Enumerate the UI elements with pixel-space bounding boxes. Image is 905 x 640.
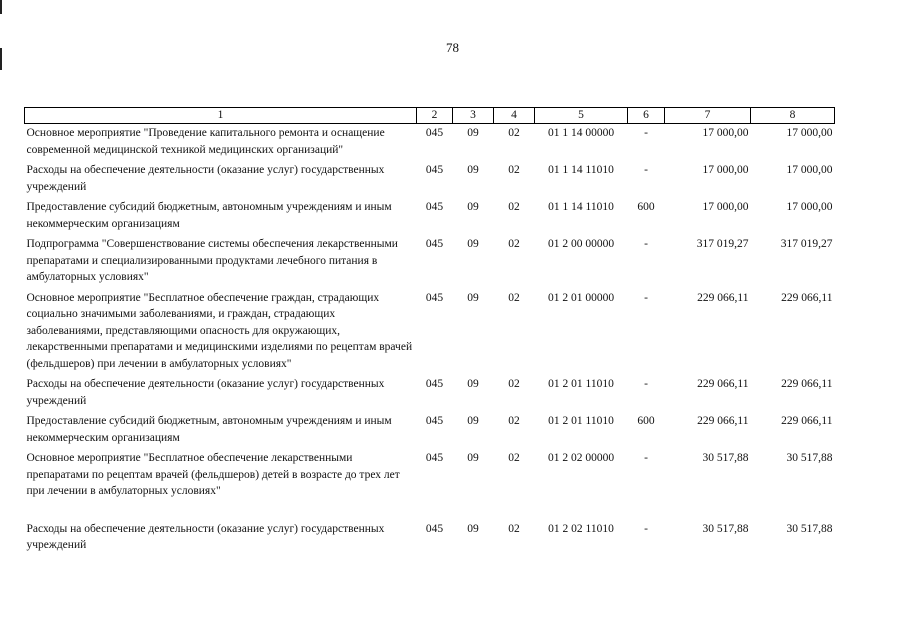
row-target-article: 01 2 01 11010 [548,378,614,390]
budget-table [24,107,835,557]
header-col-5: 5 [535,108,628,124]
header-col-8: 8 [751,108,835,124]
table-body [25,124,835,557]
table-row [25,235,835,289]
table-row [25,375,835,412]
row-subsection-code: 02 [508,378,520,390]
table-row [25,161,835,198]
row-target-article: 01 2 01 11010 [548,415,614,427]
row-target-article: 01 2 02 00000 [547,452,615,464]
row-name: Расходы на обеспечение деятельности (оказание услуг) государственных учреждений [26,522,385,551]
header-col-3: 3 [453,108,494,124]
row-target-article: 01 2 01 00000 [547,291,615,304]
row-amount-col7: 229 066,11 [697,291,749,304]
header-col-7: 7 [665,108,751,124]
table-row [25,520,835,557]
row-expense-type: - [644,127,648,139]
row-section-code: 09 [467,291,479,304]
row-amount-col7: 317 019,27 [696,238,749,250]
row-section-code: 09 [467,452,479,464]
page-number: 78 [446,40,459,55]
row-expense-type: - [644,164,648,176]
row-expense-type: - [644,522,648,535]
row-name: Предоставление субсидий бюджетным, автономным учреждениям и иным некоммерческим организациям [26,415,392,444]
row-name: Подпрограмма "Совершенствование системы обеспечения лекарственными препаратами и специализированными продуктами лечебного питания в амбулаторных условиях" [26,238,398,283]
row-expense-type: - [644,291,648,304]
header-col-2: 2 [417,108,453,124]
row-subsection-code: 02 [508,127,520,139]
row-name: Расходы на обеспечение деятельности (оказание услуг) государственных учреждений [26,164,385,193]
row-name: Расходы на обеспечение деятельности (оказание услуг) государственных учреждений [26,378,385,407]
row-amount-col7: 30 517,88 [702,452,749,464]
header-col-1: 1 [25,108,417,124]
row-amount-col8: 17 000,00 [786,201,833,213]
row-ministry-code: 045 [425,291,444,304]
table-row [25,198,835,235]
row-section-code: 09 [467,164,479,176]
row-amount-col7: 30 517,88 [702,522,749,535]
row-ministry-code: 045 [425,522,444,535]
row-subsection-code: 02 [508,164,520,176]
row-expense-type: 600 [637,201,655,213]
row-amount-col7: 17 000,00 [702,201,749,213]
row-amount-col8: 317 019,27 [780,238,833,250]
table-row [25,449,835,520]
row-ministry-code: 045 [425,164,444,176]
header-col-4: 4 [494,108,535,124]
table-header [25,108,835,124]
row-amount-col8: 17 000,00 [786,164,833,176]
row-subsection-code: 02 [508,201,520,213]
row-subsection-code: 02 [508,238,520,250]
row-name: Основное мероприятие "Бесплатное обеспечение граждан, страдающих социально значимыми заболеваниями, и граждан, страдающих заболеваниями, представляющими опасность для окружающих, лекарственными препаратами и медицинскими изделиями по рецептам врачей (фельдшеров) при лечении в амбулаторных условиях" [26,291,413,370]
table-row [25,124,835,162]
row-expense-type: 600 [637,415,655,427]
row-amount-col7: 17 000,00 [702,127,749,139]
row-target-article: 01 2 00 00000 [547,238,615,250]
row-section-code: 09 [467,238,479,250]
row-target-article: 01 1 14 11010 [548,201,614,213]
row-expense-type: - [644,452,648,464]
row-section-code: 09 [467,415,479,427]
row-section-code: 09 [467,522,479,535]
row-amount-col8: 30 517,88 [786,452,833,464]
row-ministry-code: 045 [425,238,444,250]
row-expense-type: - [644,378,648,390]
row-subsection-code: 02 [508,291,520,304]
header-row [25,108,835,124]
row-section-code: 09 [467,201,479,213]
row-amount-col8: 30 517,88 [786,522,833,535]
row-name: Основное мероприятие "Бесплатное обеспечение лекарственными препаратами по рецептам врачей (фельдшеров) детей в возрасте до трех лет при лечении в амбулаторных условиях" [26,452,400,497]
row-name: Предоставление субсидий бюджетным, автономным учреждениям и иным некоммерческим организациям [26,201,392,230]
row-name: Основное мероприятие "Проведение капитального ремонта и оснащение современной медицинской техникой медицинских организаций" [26,127,385,156]
row-amount-col7: 17 000,00 [702,164,749,176]
row-ministry-code: 045 [425,452,444,464]
row-amount-col8: 229 066,11 [781,415,833,427]
header-col-6: 6 [628,108,665,124]
row-section-code: 09 [467,127,479,139]
row-amount-col7: 229 066,11 [697,378,749,390]
table-row [25,412,835,449]
scan-edge-mark-top [0,0,2,14]
table-row [25,289,835,376]
row-target-article: 01 2 02 11010 [548,522,614,535]
row-amount-col8: 229 066,11 [781,378,833,390]
row-section-code: 09 [467,378,479,390]
row-target-article: 01 1 14 00000 [547,127,615,139]
row-amount-col8: 229 066,11 [781,291,833,304]
row-subsection-code: 02 [508,452,520,464]
row-amount-col8: 17 000,00 [786,127,833,139]
row-ministry-code: 045 [425,127,444,139]
row-target-article: 01 1 14 11010 [548,164,614,176]
row-subsection-code: 02 [508,415,520,427]
row-amount-col7: 229 066,11 [697,415,749,427]
row-expense-type: - [644,238,648,250]
row-subsection-code: 02 [508,522,520,535]
row-ministry-code: 045 [425,201,444,213]
row-ministry-code: 045 [425,378,444,390]
row-ministry-code: 045 [425,415,444,427]
